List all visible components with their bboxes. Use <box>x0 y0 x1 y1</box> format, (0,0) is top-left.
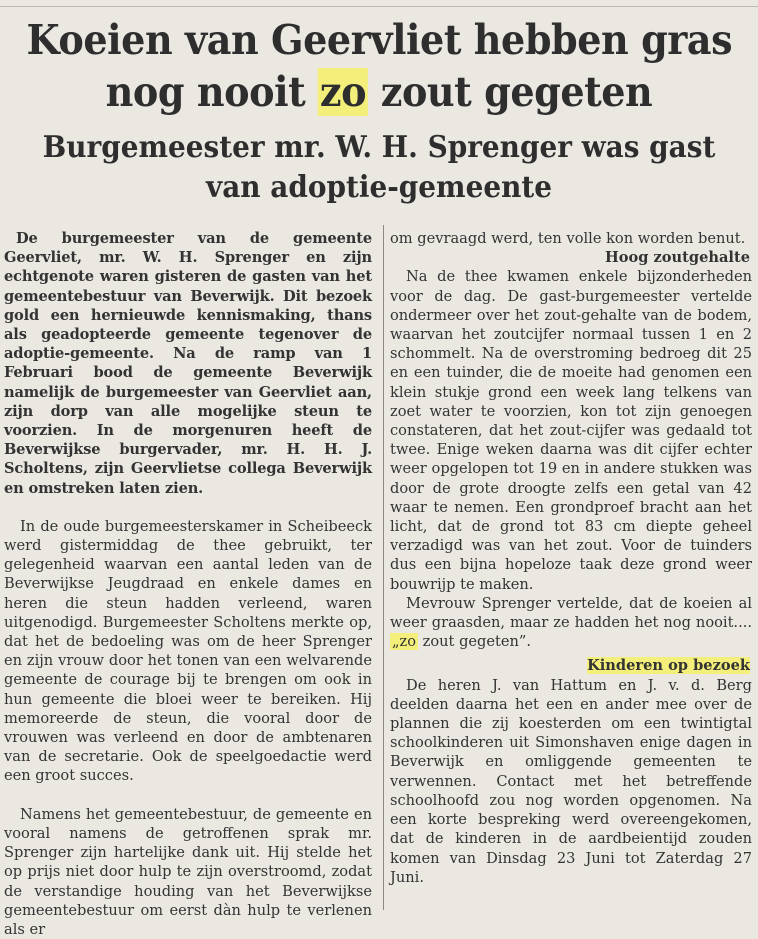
headline-text-before: nog nooit <box>105 68 319 116</box>
subheadline-line-2: van adoptie-gemeente <box>205 170 553 205</box>
lead-paragraph: De burgemeester van de gemeente Geervliet, mr. W. H. Sprenger en zijn echtgenote waren gisteren de gasten van het gemeentebestuur van Beverwijk. Dit bezoek gold een hernieuwde kennismaking, thans als geadopteerde gemeente tegenover de adoptie-gemeente. Na de ramp van 1 Februari bood de gemeente Beverwijk namelijk de burgemeester van Geervliet aan, zijn dorp van alle mogelijke steun te voorzien. In de morgenuren heeft de Beverwijkse burgervader, mr. H. H. J. Scholtens, zijn Geervlietse collega Beverwijk en omstreken laten zien. <box>4 230 372 497</box>
quote-text-after: zout gegeten”. <box>418 633 532 651</box>
column-divider <box>383 225 384 910</box>
body-paragraph <box>390 594 752 652</box>
body-paragraph: In de oude burgemeesterskamer in Scheibeeck werd gistermiddag de thee gebruikt, ter gelegenheid waarvan een aantal leden van de Beverwijkse Jeugdraad en enkele dames en heren die steun hadden verleend, waren uitgenodigd. Burgemeester Scholtens merkte op, dat het de bedoeling was om de heer Sprenger en zijn vrouw door het tonen van een welvarende gemeente de courage bij te brengen om ook in hun gemeente die bloei weer te bereiken. Hij memoreerde de steun, die vooral door de vrouwen was verleend en door de ambtenaren van de secretarie. Ook de speelgoedactie werd een groot succes. <box>4 517 372 785</box>
search-highlight: zo <box>319 68 367 116</box>
headline-line-1: Koeien van Geervliet hebben gras <box>26 16 733 64</box>
headline-line-2 <box>27 66 732 118</box>
quote-text-before: Mevrouw Sprenger vertelde, dat de koeien al weer graasden, maar ze hadden het nog nooit.... <box>390 594 752 632</box>
top-divider <box>0 6 758 7</box>
body-paragraph: De heren J. van Hattum en J. v. d. Berg deelden daarna het een en ander mee over de plannen die zij koesterden om een twintigtal schoolkinderen uit Simonshaven enige dagen in Beverwijk en omliggende gemeenten te verwennen. Contact met het betreffende schoolhoofd zou nog worden opgenomen. Na een korte bespreking werd overeengekomen, dat de kinderen in de aardbeientijd zouden komen van Dinsdag 23 Juni tot Zaterdag 27 Juni. <box>390 676 752 886</box>
section-heading <box>390 656 752 675</box>
subheadline-line-1: Burgemeester mr. W. H. Sprenger was gast <box>42 130 716 165</box>
right-column <box>390 229 752 887</box>
left-column <box>4 229 372 939</box>
search-highlight: Kinderen op bezoek <box>587 657 750 675</box>
headline-text-after: zout gegeten <box>367 68 653 116</box>
search-highlight: „zo <box>392 633 417 651</box>
body-paragraph-continued: om gevraagd werd, ten volle kon worden benut. <box>390 230 746 247</box>
body-paragraph: Namens het gemeentebestuur, de gemeente en vooral namens de getroffenen sprak mr. Sprenger zijn hartelijke dank uit. Hij stelde het op prijs niet door hulp te zijn overstroomd, zodat de verstandige houding van het Beverwijkse gemeentebestuur om eerst dàn hulp te verlenen als er <box>4 805 372 938</box>
section-heading: Hoog zoutgehalte <box>604 249 750 267</box>
body-paragraph: Na de thee kwamen enkele bijzonderheden voor de dag. De gast-burgemeester vertelde ondermeer over het zout-gehalte van de bodem, waarvan het zoutcijfer normaal tussen 1 en 2 schommelt. Na de overstroming bedroeg dit 25 en een tuinder, die de moeite had genomen een klein stukje grond een week lang telkens van zoet water te voorzien, kon tot zijn genoegen constateren, dat het zout-cijfer was gedaald tot twee. Enige weken daarna was dit cijfer echter weer opgelopen tot 19 en in andere stukken was door de grote droogte zelfs een getal van 42 waar te nemen. Een grondproef bracht aan het licht, dat de grond tot 83 cm diepte geheel verzadigd was van het zout. Voor de tuinders dus een bijna hopeloze taak deze grond weer bouwrijp te maken. <box>390 268 752 593</box>
